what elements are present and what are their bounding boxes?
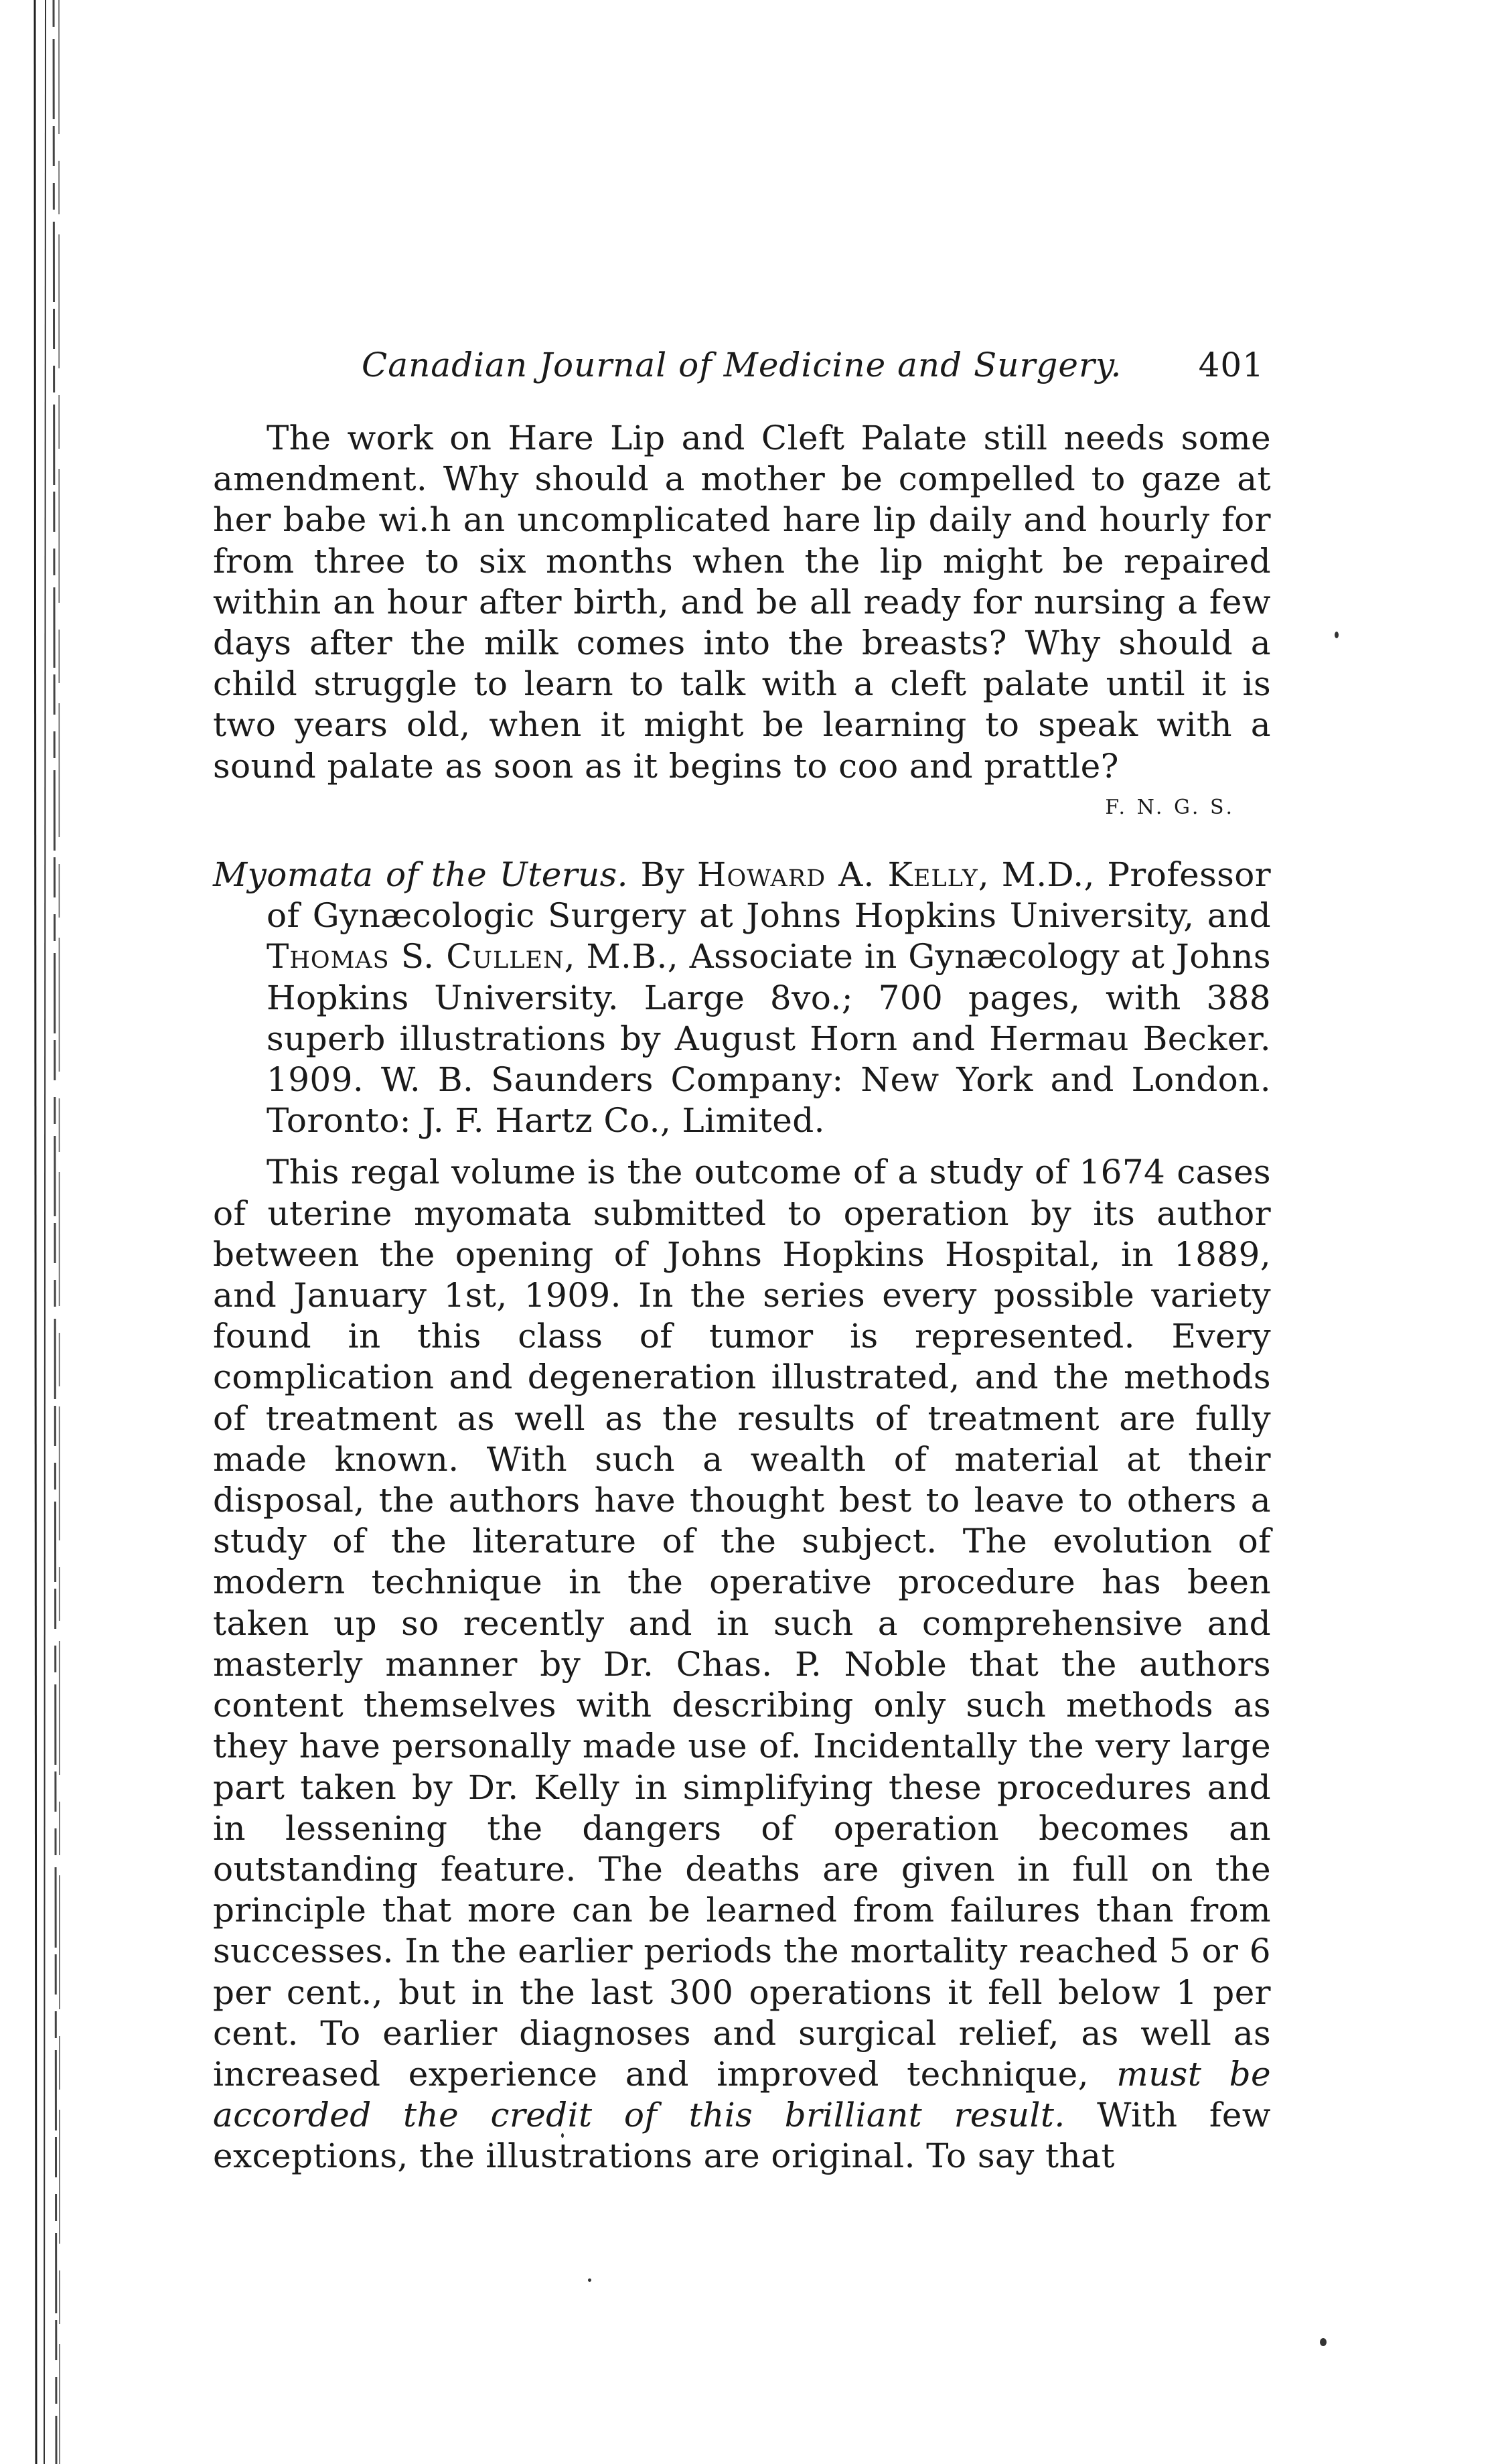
page-binding-edge (27, 0, 62, 2464)
author-cullen-description: , M.B., Associate in Gynæcology at Johns Hopkins University. Large 8vo.; 700 pages, with 388 superb illustrations by August Horn and Hermau Becker. 1909. W. B. Saunders Company: New York and London. Toronto: J. F. Hartz Co., Limited. (267, 937, 1271, 1141)
page-number: 401 (1198, 346, 1264, 384)
scan-speck (1335, 632, 1339, 638)
review-body-italic: must be accorded the credit of this brilliant result. (213, 2054, 1271, 2135)
review-body-paragraph (213, 1152, 1271, 2177)
author-kelly: Howard A. Kelly (696, 855, 978, 895)
journal-title: Canadian Journal of Medicine and Surgery. (362, 346, 1122, 384)
by-label: By (640, 855, 685, 895)
page-content (213, 342, 1271, 2177)
running-head (213, 342, 1271, 388)
reviewer-signature: F. N. G. S. (1105, 795, 1235, 819)
book-title: Myomata of the Uterus. (213, 855, 628, 895)
paragraph-text: The work on Hare Lip and Cleft Palate still needs some amendment. Why should a mother be compelled to gaze at her babe wi.h an uncomplicated hare lip daily and hourly for from three to six months when the lip might be repaired within an hour after birth, and be all ready for nursing a few days after the milk comes into the breasts? Why should a child struggle to learn to talk with a cleft palate until it is two years old, when it might be learning to speak with a sound palate as soon as it begins to coo and prattle? (213, 419, 1271, 786)
hare-lip-paragraph (213, 418, 1271, 828)
scan-speck (1320, 2338, 1327, 2346)
review-body-continuation: With few exceptions, the illustrations are original. To say that (213, 2096, 1271, 2176)
review-body-text: This regal volume is the outcome of a study of 1674 cases of uterine myomata submitted to operation by its author between the opening of Johns Hopkins Hospital, in 1889, and January 1st, 1909. In the series every possible variety found in this class of tumor is represented. Every complication and degeneration illustrated, and the methods of treatment as well as the results of treatment are fully made known. With such a wealth of material at their disposal, the authors have thought best to leave to others a study of the literature of the subject. The evolution of modern technique in the operative procedure has been taken up so recently and in such a comprehensive and masterly manner by Dr. Chas. P. Noble that the authors content themselves with describing only such methods as they have personally made use of. Incidentally the very large part taken by Dr. Kelly in simplifying these procedures and in lessening the dangers of operation becomes an outstanding feature. The deaths are given in full on the principle that more can be learned from failures than from successes. In the earlier periods the mortality reached 5 or 6 per cent., but in the last 300 operations it fell below 1 per cent. To earlier diagnoses and surgical relief, as well as increased experience and improved technique, (213, 1153, 1271, 2094)
scan-speck (588, 2278, 591, 2282)
author-cullen: Thomas S. Cullen (267, 937, 565, 976)
author-kelly-description: , M.D., Professor of Gynæcologic Surgery at Johns Hopkins University, and (267, 855, 1272, 936)
book-citation (213, 855, 1271, 1141)
